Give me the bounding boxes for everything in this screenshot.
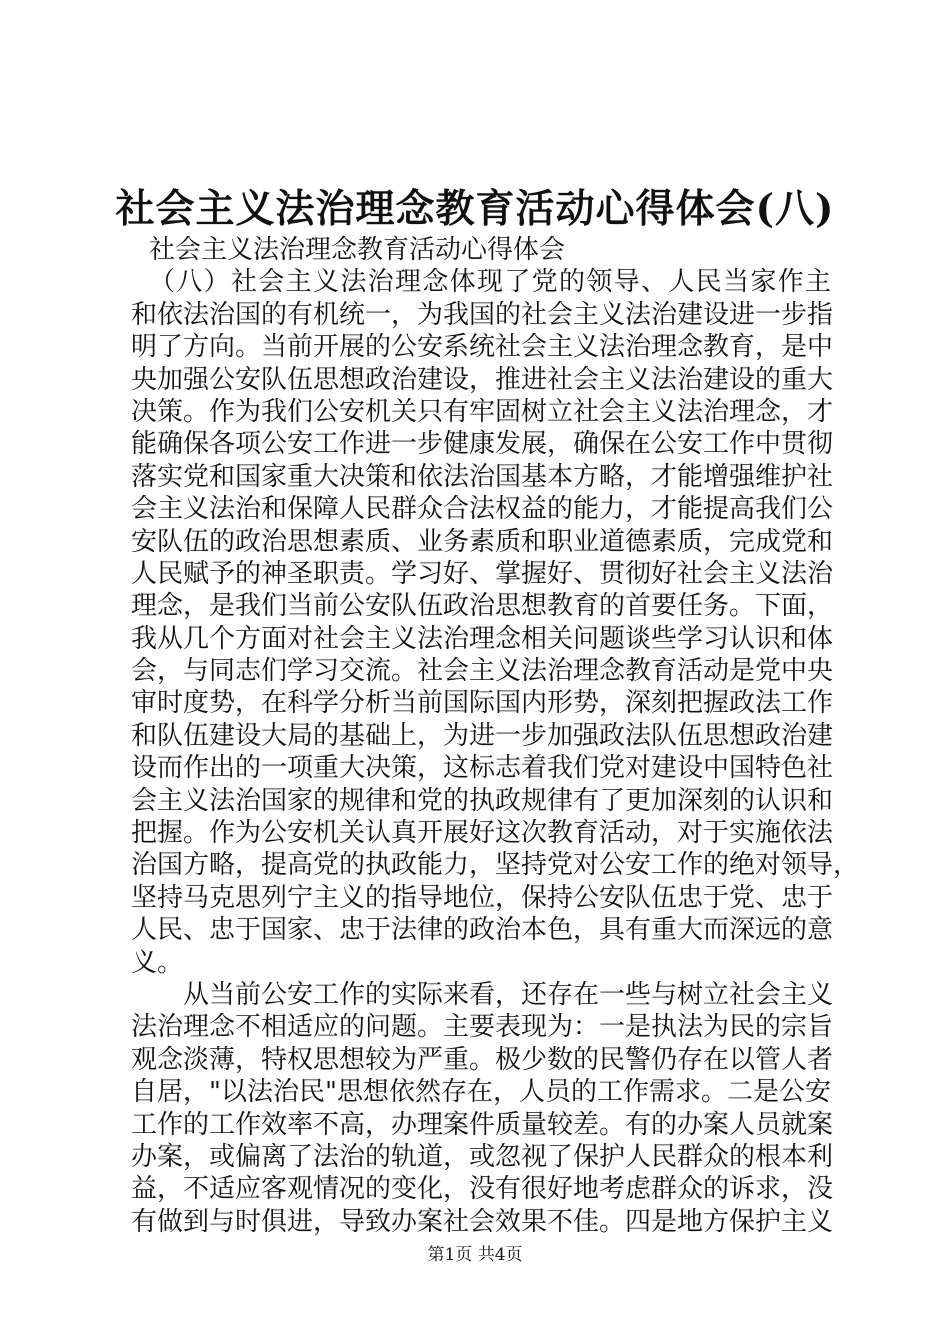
body-line: 和依法治国的有机统一，为我国的社会主义法治建设进一步指 <box>131 299 834 330</box>
body-line: 会主义法治国家的规律和党的执政规律有了更加深刻的认识和 <box>131 785 834 816</box>
body-line: 治国方略，提高党的执政能力，坚持党对公安工作的绝对领导， <box>131 850 860 881</box>
body-line: 明了方向。当前开展的公安系统社会主义法治理念教育，是中 <box>131 332 834 363</box>
body-line: 坚持马克思列宁主义的指导地位，保持公安队伍忠于党、忠于 <box>131 882 834 913</box>
body-line: 决策。作为我们公安机关只有牢固树立社会主义法治理念，才 <box>131 396 834 427</box>
body-line: 有做到与时俱进，导致办案社会效果不佳。四是地方保护主义 <box>131 1206 834 1237</box>
body-line: 审时度势，在科学分析当前国际国内形势，深刻把握政法工作 <box>131 688 834 719</box>
body-line: 义。 <box>131 947 184 978</box>
body-line: 能确保各项公安工作进一步健康发展，确保在公安工作中贯彻 <box>131 429 834 460</box>
body-line: 央加强公安队伍思想政治建设，推进社会主义法治建设的重大 <box>131 364 834 395</box>
body-line: 法治理念不相适应的问题。主要表现为：一是执法为民的宗旨 <box>131 1012 834 1043</box>
body-line: 安队伍的政治思想素质、业务素质和职业道德素质，完成党和 <box>131 526 834 557</box>
body-line: 和队伍建设大局的基础上，为进一步加强政法队伍思想政治建 <box>131 720 834 751</box>
body-line: 会主义法治和保障人民群众合法权益的能力，才能提高我们公 <box>131 494 834 525</box>
body-line: （八）社会主义法治理念体现了党的领导、人民当家作主 <box>149 267 831 298</box>
body-line: 落实党和国家重大决策和依法治国基本方略，才能增强维护社 <box>131 461 834 492</box>
body-line: 人民、忠于国家、忠于法律的政治本色，具有重大而深远的意 <box>131 915 834 946</box>
document-title: 社会主义法治理念教育活动心得体会(八) <box>115 186 835 232</box>
document-body <box>131 234 860 1238</box>
body-line: 人民赋予的神圣职责。学习好、掌握好、贯彻好社会主义法治 <box>131 558 834 589</box>
body-line: 理念，是我们当前公安队伍政治思想教育的首要任务。下面， <box>131 591 834 622</box>
body-line: 自居，"以法治民"思想依然存在，人员的工作需求。二是公安 <box>131 1077 831 1108</box>
body-line: 观念淡薄，特权思想较为严重。极少数的民警仍存在以管人者 <box>131 1044 834 1075</box>
body-line: 工作的工作效率不高，办理案件质量较差。有的办案人员就案 <box>131 1109 834 1140</box>
body-line: 我从几个方面对社会主义法治理念相关问题谈些学习认识和体 <box>131 623 834 654</box>
body-line: 设而作出的一项重大决策，这标志着我们党对建设中国特色社 <box>131 753 834 784</box>
body-line: 益，不适应客观情况的变化，没有很好地考虑群众的诉求，没 <box>131 1174 834 1205</box>
body-line: 会，与同志们学习交流。社会主义法治理念教育活动是党中央 <box>131 656 834 687</box>
body-line: 从当前公安工作的实际来看，还存在一些与树立社会主义 <box>183 979 834 1010</box>
subtitle-line: 社会主义法治理念教育活动心得体会 <box>149 235 566 265</box>
page-number-footer: 第1页 共4页 <box>427 1245 523 1265</box>
body-line: 把握。作为公安机关认真开展好这次教育活动，对于实施依法 <box>131 818 834 849</box>
body-line: 办案，或偏离了法治的轨道，或忽视了保护人民群众的根本利 <box>131 1141 834 1172</box>
